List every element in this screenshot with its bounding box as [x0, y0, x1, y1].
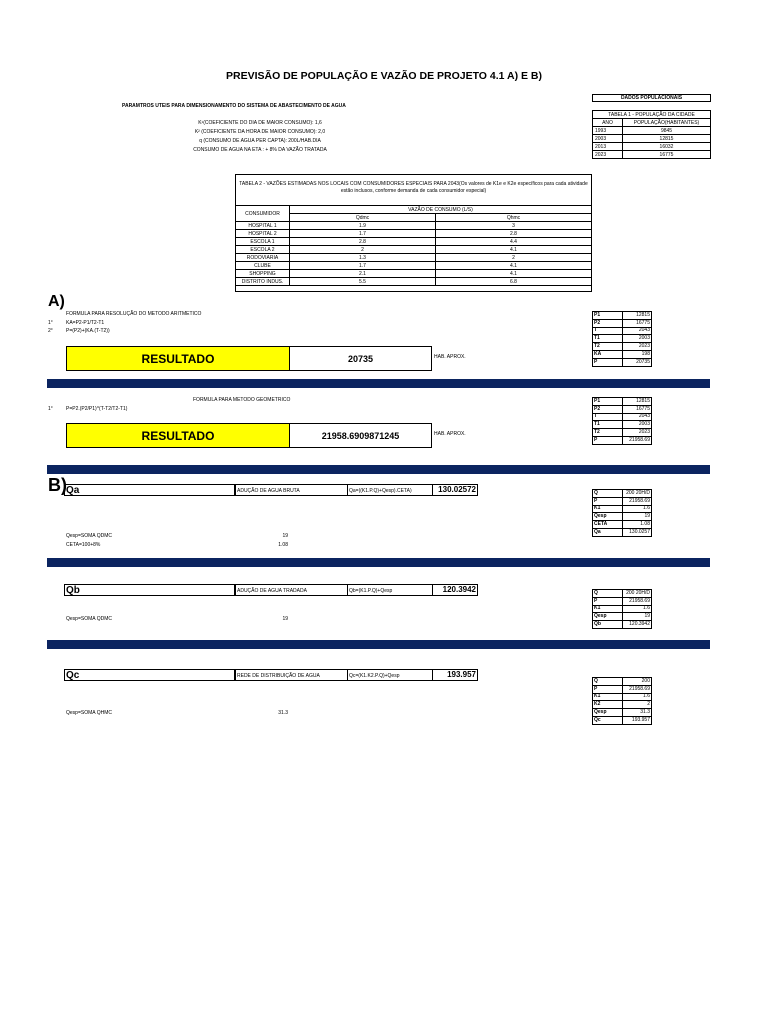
- population-table-header-row: [593, 119, 711, 127]
- value-number: 2023: [623, 343, 652, 351]
- flow-table: [235, 205, 592, 286]
- table-row: [593, 678, 652, 686]
- qa-note2-value: 1.08: [278, 542, 288, 548]
- consumer-qdmc: 2.8: [290, 238, 436, 246]
- value-number: 20735: [623, 358, 652, 366]
- value-key: T2: [593, 429, 623, 437]
- params-k2: K² (COEFICIENTE DA HORA DE MAIOR CONSUMO): 2,0: [194, 129, 326, 135]
- flow-col-flow: VAZÃO DE CONSUMO (L/S): [290, 206, 592, 214]
- table-row: [593, 343, 652, 351]
- geo-step1: P=P2.(P2/P1)^(T-T2/T2-T1): [66, 406, 128, 412]
- table-row: [236, 238, 592, 246]
- consumer-qdmc: 1.7: [290, 262, 436, 270]
- table-row: [593, 319, 652, 327]
- table-row: [593, 716, 652, 724]
- arith-result-value: 20735: [289, 346, 432, 371]
- value-number: 12815: [623, 312, 652, 320]
- value-key: P1: [593, 312, 623, 320]
- value-number: 200 20H/D: [623, 490, 652, 498]
- table-row: [593, 513, 652, 521]
- population-col-pop: POPULAÇÃO(HABITANTES): [623, 119, 711, 127]
- geo-values-table: [592, 397, 652, 445]
- table-row: [593, 613, 652, 621]
- params-ceta: CONSUMO DE AGUA NA ETA : + 8% DA VAZÃO TRATADA: [193, 147, 327, 153]
- table-row: [236, 278, 592, 286]
- consumer-qhmc: 2.8: [436, 230, 592, 238]
- value-number: 2003: [623, 335, 652, 343]
- value-number: 1.6: [623, 693, 652, 701]
- arith-result-label: RESULTADO: [66, 346, 290, 371]
- value-number: 1.6: [623, 505, 652, 513]
- qc-values-table: [592, 677, 652, 725]
- value-number: 19: [623, 613, 652, 621]
- value-key: T1: [593, 421, 623, 429]
- population-value: 16775: [623, 151, 711, 159]
- consumer-qdmc: 2: [290, 246, 436, 254]
- flow-table-header-row: [236, 206, 592, 214]
- params-q: q (CONSUMO DE AGUA PER CAPTA): 200L/HAB.DIA: [199, 138, 321, 144]
- section-a-label: A): [48, 293, 65, 310]
- geo-result-value: 21958.6909871245: [289, 423, 432, 448]
- consumer-name: RODOVIARIA: [236, 254, 290, 262]
- qb-value: 120.3942: [432, 584, 478, 596]
- table-row: [593, 621, 652, 629]
- table-row: [593, 335, 652, 343]
- consumer-name: CLUBE: [236, 262, 290, 270]
- qa-description: ADUÇÃO DE AGUA BRUTA: [235, 484, 348, 496]
- value-key: Q: [593, 590, 623, 598]
- population-year: 2003: [593, 135, 623, 143]
- value-key: Qesp: [593, 513, 623, 521]
- consumer-qdmc: 5.5: [290, 278, 436, 286]
- value-key: KA: [593, 350, 623, 358]
- value-key: Q: [593, 678, 623, 686]
- qc-note1-label: Qesp=SOMA QHMC: [66, 710, 112, 716]
- population-value: 16032: [623, 143, 711, 151]
- table-row: [593, 605, 652, 613]
- table-row: [593, 151, 711, 159]
- value-number: 21958.69: [623, 497, 652, 505]
- value-key: P: [593, 358, 623, 366]
- population-year: 2013: [593, 143, 623, 151]
- consumer-qhmc: 3: [436, 222, 592, 230]
- table-row: [593, 327, 652, 335]
- table-row: [236, 270, 592, 278]
- population-value: 12815: [623, 135, 711, 143]
- qa-note1-label: Qesp=SOMA QDMC: [66, 533, 112, 539]
- value-key: Q: [593, 490, 623, 498]
- section-divider: [47, 465, 710, 474]
- population-year: 1993: [593, 127, 623, 135]
- qa-value: 130.02572: [432, 484, 478, 496]
- arith-step2-number: 2°: [48, 328, 53, 334]
- table-row: [593, 709, 652, 717]
- consumer-qdmc: 1.3: [290, 254, 436, 262]
- arith-step1-number: 1°: [48, 320, 53, 326]
- population-col-year: ANO: [593, 119, 623, 127]
- table-row: [593, 436, 652, 444]
- consumer-qdmc: 1.9: [290, 222, 436, 230]
- table-row: [593, 413, 652, 421]
- section-divider: [47, 640, 710, 649]
- table-row: [593, 693, 652, 701]
- value-number: 193.957: [623, 716, 652, 724]
- value-key: P: [593, 597, 623, 605]
- qc-note1-value: 31.3: [278, 710, 288, 716]
- table-row: [236, 230, 592, 238]
- table-row: [593, 398, 652, 406]
- table-row: [593, 701, 652, 709]
- arith-result-unit: HAB. APROX.: [434, 354, 466, 360]
- table-row: [593, 358, 652, 366]
- section-divider: [47, 379, 710, 388]
- value-key: K1: [593, 605, 623, 613]
- value-number: 2043: [623, 413, 652, 421]
- table-row: [593, 490, 652, 498]
- geo-result-label: RESULTADO: [66, 423, 290, 448]
- value-key: Qesp: [593, 709, 623, 717]
- qb-values-table: [592, 589, 652, 629]
- consumer-name: SHOPPING: [236, 270, 290, 278]
- value-key: K1: [593, 505, 623, 513]
- value-key: P2: [593, 405, 623, 413]
- value-number: 2023: [623, 429, 652, 437]
- qa-values-table: [592, 489, 652, 537]
- value-key: Qb: [593, 621, 623, 629]
- consumer-name: HOSPITAL 2: [236, 230, 290, 238]
- value-number: 120.3942: [623, 621, 652, 629]
- value-key: P: [593, 436, 623, 444]
- table-row: [593, 497, 652, 505]
- arith-step1: KA=P2-P1/T2-T1: [66, 320, 105, 326]
- flow-col-qhmc: Qhmc: [436, 214, 592, 222]
- qb-note1-label: Qesp=SOMA QDMC: [66, 616, 112, 622]
- table-row: [236, 246, 592, 254]
- qc-value: 193.957: [432, 669, 478, 681]
- value-key: T1: [593, 335, 623, 343]
- consumer-qhmc: 4.1: [436, 262, 592, 270]
- consumer-name: ESCOLA 1: [236, 238, 290, 246]
- geo-result-unit: HAB. APROX.: [434, 431, 466, 437]
- consumer-qhmc: 6.8: [436, 278, 592, 286]
- value-key: P1: [593, 398, 623, 406]
- qb-note1-value: 19: [282, 616, 288, 622]
- table-row: [593, 143, 711, 151]
- consumer-qhmc: 4.1: [436, 246, 592, 254]
- table-row: [593, 421, 652, 429]
- flow-table-subheader-row: [236, 214, 592, 222]
- value-number: 200 20H/D: [623, 590, 652, 598]
- value-key: P2: [593, 319, 623, 327]
- value-number: 1.08: [623, 521, 652, 529]
- table-row: [593, 127, 711, 135]
- value-key: K1: [593, 693, 623, 701]
- consumer-qdmc: 1.7: [290, 230, 436, 238]
- table-row: [593, 350, 652, 358]
- qb-formula: Qb=(K1.P.Q)+Qesp: [347, 584, 433, 596]
- consumer-qdmc: 2.1: [290, 270, 436, 278]
- value-number: 2043: [623, 327, 652, 335]
- value-key: Qesp: [593, 613, 623, 621]
- table-row: [236, 254, 592, 262]
- value-number: 200: [623, 678, 652, 686]
- geo-formula-title: FORMULA PARA METODO GEOMETRICO: [193, 397, 291, 403]
- section-b-label: B): [48, 475, 67, 495]
- table-row: [236, 222, 592, 230]
- qb-description: ADUÇÃO DE AGUA TRADADA: [235, 584, 348, 596]
- qc-formula: Qc=(K1.K2.P.Q)+Qesp: [347, 669, 433, 681]
- value-key: Qc: [593, 716, 623, 724]
- value-number: 21958.69: [623, 685, 652, 693]
- table-row: [593, 405, 652, 413]
- consumer-qhmc: 4.1: [436, 270, 592, 278]
- table-row: [593, 505, 652, 513]
- population-table-title-row: [593, 111, 711, 119]
- qb-name: Qb: [64, 584, 235, 596]
- value-key: K2: [593, 701, 623, 709]
- consumer-qhmc: 4.4: [436, 238, 592, 246]
- arith-values-table: [592, 311, 652, 367]
- value-key: P: [593, 497, 623, 505]
- params-heading: PARAMTROS UTEIS PARA DIMENSIONAMENTO DO SISTEMA DE ABASTECIMENTO DE AGUA: [122, 103, 346, 109]
- value-key: T: [593, 413, 623, 421]
- value-number: 21958.69: [623, 597, 652, 605]
- params-k1: K¹(COEFICIENTE DO DIA DE MAIOR CONSUMO): 1,6: [198, 120, 322, 126]
- value-key: P: [593, 685, 623, 693]
- arith-formula-title: FORMULA PARA RESOLUÇÃO DO METODO ARITMETICO: [66, 311, 202, 317]
- table-row: [593, 597, 652, 605]
- value-number: 16775: [623, 319, 652, 327]
- population-value: 9845: [623, 127, 711, 135]
- page-title: PREVISÃO DE POPULAÇÃO E VAZÃO DE PROJETO 4.1 A) E B): [225, 70, 543, 82]
- value-key: T2: [593, 343, 623, 351]
- value-number: 12815: [623, 398, 652, 406]
- flow-table-title: TABELA 2 - VAZÕES ESTIMADAS NOS LOCAIS COM CONSUMIDORES ESPECIAIS PARA 2043(Os valores de K1e e K2e específicos para cada atividade estão inclusos, conforme demanda de cada consumidor especial): [239, 181, 588, 194]
- population-table-title: TABELA 1 - POPULAÇÃO DA CIDADE: [593, 111, 711, 119]
- value-number: 130.0257: [623, 528, 652, 536]
- table-row: [593, 528, 652, 536]
- consumer-qhmc: 2: [436, 254, 592, 262]
- qa-note2-label: CETA=100+8%: [66, 542, 101, 548]
- table-row: [593, 685, 652, 693]
- table-row: [593, 135, 711, 143]
- table-row: [593, 429, 652, 437]
- flow-col-consumer: CONSUMIDOR: [236, 206, 290, 222]
- value-key: Qa: [593, 528, 623, 536]
- population-heading: DADOS POPULACIONAIS: [592, 94, 711, 102]
- consumer-name: HOSPITAL 1: [236, 222, 290, 230]
- table-row: [593, 521, 652, 529]
- section-divider: [47, 558, 710, 567]
- value-number: 19: [623, 513, 652, 521]
- value-number: 2: [623, 701, 652, 709]
- arith-step2: P=(P2)+(KA.(T-T2)): [66, 328, 110, 334]
- table-row: [593, 312, 652, 320]
- value-number: 31.3: [623, 709, 652, 717]
- value-number: 16775: [623, 405, 652, 413]
- qa-name: Qa: [64, 484, 235, 496]
- geo-step1-number: 1°: [48, 406, 53, 412]
- population-table: [592, 110, 711, 159]
- table-row: [593, 590, 652, 598]
- table-row: [236, 262, 592, 270]
- consumer-name: ESCOLA 2: [236, 246, 290, 254]
- consumer-name: DISTRITO INDUS.: [236, 278, 290, 286]
- qa-note1-value: 19: [282, 533, 288, 539]
- qc-description: REDE DE DISTRIBUIÇÃO DE AGUA: [235, 669, 348, 681]
- value-number: 2003: [623, 421, 652, 429]
- value-key: CETA: [593, 521, 623, 529]
- qc-name: Qc: [64, 669, 235, 681]
- qa-formula: Qa=((K1.P.Q)+Qesp).CETA): [347, 484, 433, 496]
- population-year: 2023: [593, 151, 623, 159]
- value-number: 21958.69: [623, 436, 652, 444]
- value-key: T: [593, 327, 623, 335]
- value-number: 198: [623, 350, 652, 358]
- flow-col-qdmc: Qdmc: [290, 214, 436, 222]
- value-number: 1.6: [623, 605, 652, 613]
